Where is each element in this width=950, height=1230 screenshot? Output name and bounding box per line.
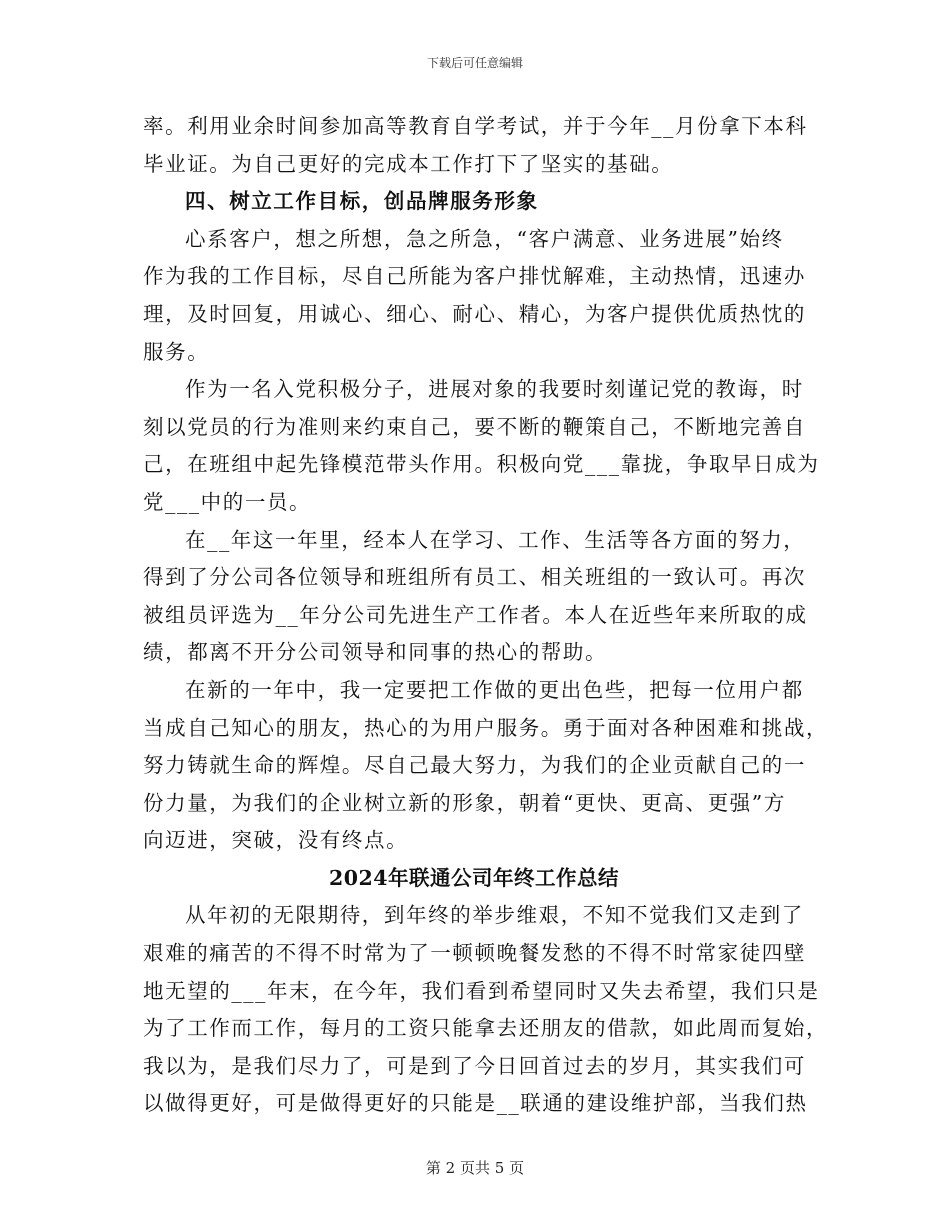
body-line: 绩，都离不开分公司领导和同事的热心的帮助。 xyxy=(143,640,608,665)
body-line: 艰难的痛苦的不得不时常为了一顿顿晚餐发愁的不得不时常家徒四壁 xyxy=(143,941,806,966)
body-line: 心系客户，想之所想，急之所急，“客户满意、业务进展”始终 xyxy=(185,226,784,251)
document-title: 2024年联通公司年终工作总结 xyxy=(328,865,620,890)
body-line: 刻以党员的行为准则来约束自己，要不断的鞭策自己，不断地完善自 xyxy=(143,414,806,439)
body-line: 理，及时回复，用诚心、细心、耐心、精心，为客户提供优质热忱的 xyxy=(143,301,806,326)
body-line: 地无望的___年末，在今年，我们看到希望同时又失去希望，我们只是 xyxy=(143,978,820,1003)
body-line: 在新的一年中，我一定要把工作做的更出色些，把每一位用户都 xyxy=(185,677,804,702)
body-line: 己，在班组中起先锋模范带头作用。积极向党___靠拢，争取早日成为 xyxy=(143,452,820,477)
body-line: 向迈进，突破，没有终点。 xyxy=(143,828,409,853)
document-body xyxy=(143,108,829,1123)
page-header: 下载后可任意编辑 xyxy=(426,56,523,70)
body-line: 为了工作而工作，每月的工资只能拿去还朋友的借款，如此周而复始， xyxy=(143,1016,829,1041)
body-line: 份力量，为我们的企业树立新的形象，朝着“更快、更高、更强”方 xyxy=(143,790,786,815)
body-line: 作为一名入党积极分子，进展对象的我要时刻谨记党的教诲，时 xyxy=(185,377,804,402)
body-line: 从年初的无限期待，到年终的举步维艰，不知不觉我们又走到了 xyxy=(185,903,804,928)
body-line: 当成自己知心的朋友，热心的为用户服务。勇于面对各种困难和挑战， xyxy=(143,715,829,740)
body-line: 在__年这一年里，经本人在学习、工作、生活等各方面的努力， xyxy=(185,527,806,552)
body-line: 毕业证。为自己更好的完成本工作打下了坚实的基础。 xyxy=(143,151,674,176)
body-line: 努力铸就生命的辉煌。尽自己最大努力，为我们的企业贡献自己的一 xyxy=(143,753,806,778)
body-line: 党___中的一员。 xyxy=(143,489,312,514)
body-line: 作为我的工作目标，尽自己所能为客户排忧解难，主动热情，迅速办 xyxy=(143,264,806,289)
body-line: 得到了分公司各位领导和班组所有员工、相关班组的一致认可。再次 xyxy=(143,565,806,590)
body-line: 服务。 xyxy=(143,339,210,364)
section-heading: 四、树立工作目标，创品牌服务形象 xyxy=(185,189,539,214)
body-line: 率。利用业余时间参加高等教育自学考试，并于今年__月份拿下本科 xyxy=(143,114,808,138)
page-footer: 第 2 页共 5 页 xyxy=(425,1159,525,1177)
body-line: 被组员评选为__年分公司先进生产工作者。本人在近些年来所取的成 xyxy=(143,602,808,627)
body-line: 我以为，是我们尽力了，可是到了今日回首过去的岁月，其实我们可 xyxy=(143,1053,806,1078)
body-line: 以做得更好，可是做得更好的只能是__联通的建设维护部，当我们热 xyxy=(143,1091,808,1116)
